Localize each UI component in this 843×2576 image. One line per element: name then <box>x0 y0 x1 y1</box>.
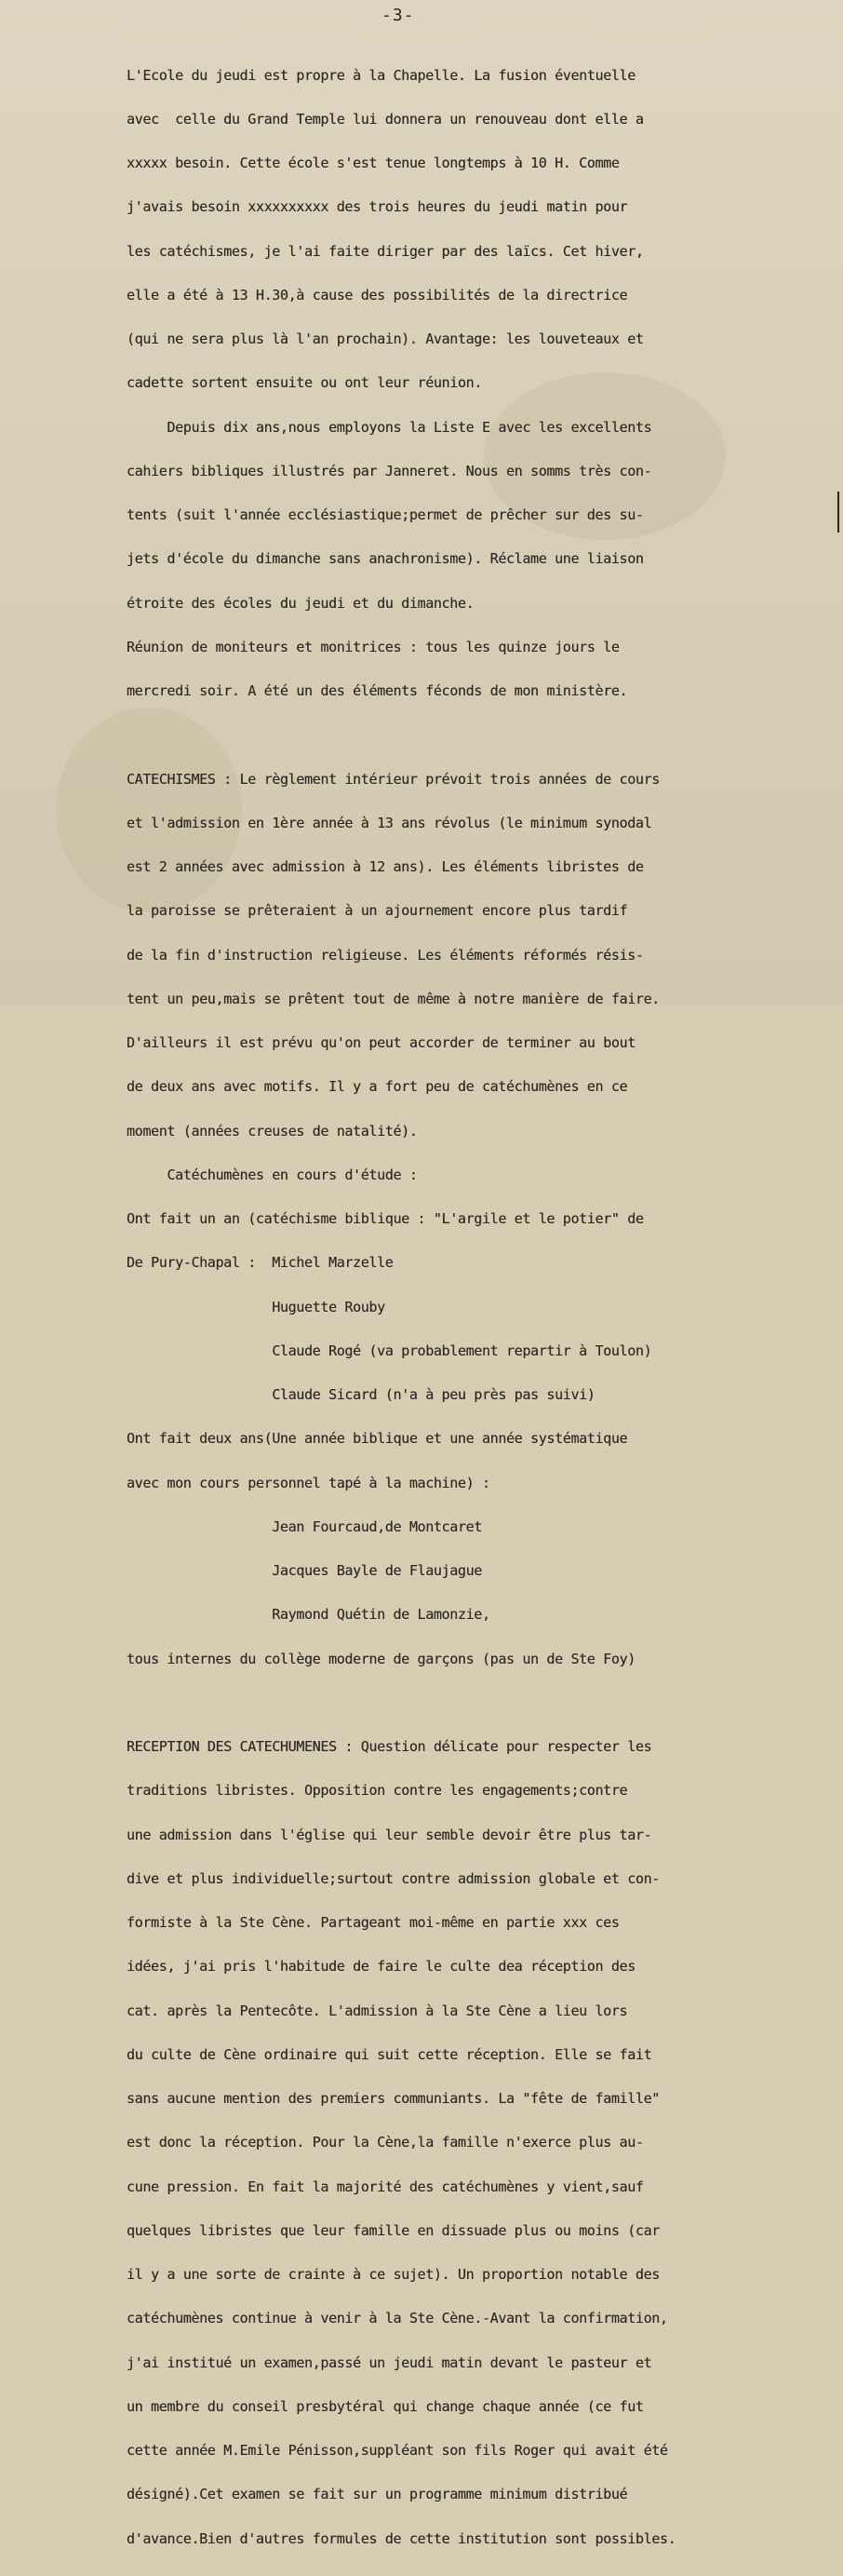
text-line: xxxxx besoin. Cette école s'est tenue longtemps à 10 H. Comme <box>127 155 620 171</box>
text-line: j'ai institué un examen,passé un jeudi matin devant le pasteur et <box>127 2353 652 2371</box>
text-line: Raymond Quétin de Lamonzie, <box>127 1606 490 1624</box>
text-line: et l'admission en 1ère année à 13 ans révolus (le minimum synodal <box>127 814 652 831</box>
text-line: elle a été à 13 H.30,à cause des possibilités de la directrice <box>127 286 628 303</box>
text-line: Ont fait deux ans(Une année biblique et une année systématique <box>127 1430 628 1448</box>
text-line: formiste à la Ste Cène. Partageant moi-même en partie xxx ces <box>127 1914 620 1931</box>
text-line: les catéchismes, je l'ai faite diriger par des laïcs. Cet hiver, <box>127 242 644 260</box>
text-line: Huguette Rouby <box>127 1298 385 1315</box>
text-line: avec mon cours personnel tapé à la machine) : <box>127 1474 490 1491</box>
text-line: L'Ecole du jeudi est propre à la Chapelle. La fusion éventuelle <box>127 66 636 84</box>
text-line: (qui ne sera plus là l'an prochain). Avantage: les louveteaux et <box>127 330 644 347</box>
text-line: cat. après la Pentecôte. L'admission à la Ste Cène a lieu lors <box>127 2002 628 2019</box>
text-line: quelques libristes que leur famille en dissuade plus ou moins (car <box>127 2221 660 2239</box>
text-line: mercredi soir. A été un des éléments féconds de mon ministère. <box>127 682 628 699</box>
text-line: D'ailleurs il est prévu qu'on peut accorder de terminer au bout <box>127 1034 636 1051</box>
text-line: catéchumènes continue à venir à la Ste Cène.-Avant la confirmation, <box>127 2310 668 2327</box>
text-line: Claude Sicard (n'a à peu près pas suivi) <box>127 1386 595 1403</box>
text-line <box>127 728 826 743</box>
text-line: de deux ans avec motifs. Il y a fort peu de catéchumènes en ce <box>127 1078 628 1096</box>
text-line: sans aucune mention des premiers communiants. La "fête de famille" <box>127 2090 660 2107</box>
text-line: cahiers bibliques illustrés par Janneret. Nous en somms très con- <box>127 462 652 479</box>
text-line: du culte de Cène ordinaire qui suit cette réception. Elle se fait <box>127 2045 652 2063</box>
text-line: est donc la réception. Pour la Cène,la famille n'exerce plus au- <box>127 2134 644 2151</box>
text-line: tous internes du collège moderne de garçons (pas un de Ste Foy) <box>127 1650 636 1667</box>
margin-mark <box>837 492 839 533</box>
text-line: une admission dans l'église qui leur semble devoir être plus tar- <box>127 1826 652 1843</box>
text-line: de la fin d'instruction religieuse. Les éléments réformés résis- <box>127 946 644 964</box>
text-line: j'avais besoin xxxxxxxxxx des trois heures du jeudi matin pour <box>127 198 628 216</box>
text-line: la paroisse se prêteraient à un ajournement encore plus tardif <box>127 902 628 920</box>
text-line: Jean Fourcaud,de Montcaret <box>127 1517 482 1535</box>
text-line: Jacques Bayle de Flaujague <box>127 1562 482 1579</box>
text-line: Ont fait un an (catéchisme biblique : "L'argile et le potier" de <box>127 1210 644 1227</box>
text-line: tent un peu,mais se prêtent tout de même à notre manière de faire. <box>127 990 660 1007</box>
text-line: d'avance.Bien d'autres formules de cette institution sont possibles. <box>127 2529 676 2547</box>
text-line: Réunion de moniteurs et monitrices : tous les quinze jours le <box>127 638 620 655</box>
text-line: est 2 années avec admission à 12 ans). Les éléments libristes de <box>127 858 644 875</box>
text-line: avec celle du Grand Temple lui donnera un renouveau dont elle a <box>127 110 644 128</box>
text-line: cette année M.Emile Pénisson,suppléant son fils Roger qui avait été <box>127 2442 668 2459</box>
page-number: -3- <box>381 6 415 25</box>
text-line: cune pression. En fait la majorité des catéchumènes y vient,sauf <box>127 2178 644 2195</box>
text-line: CATECHISMES : Le règlement intérieur prévoit trois années de cours <box>127 770 660 788</box>
text-line: un membre du conseil presbytéral qui change chaque année (ce fut <box>127 2397 644 2415</box>
text-line: Depuis dix ans,nous employons la Liste E avec les excellents <box>127 418 652 436</box>
text-line: jets d'école du dimanche sans anachronisme). Réclame une liaison <box>127 550 644 568</box>
text-line: Catéchumènes en cours d'étude : <box>127 1166 418 1183</box>
text-line: traditions libristes. Opposition contre les engagements;contre <box>127 1782 628 1800</box>
text-line: De Pury-Chapal : Michel Marzelle <box>127 1254 394 1272</box>
text-line: cadette sortent ensuite ou ont leur réunion. <box>127 374 482 392</box>
text-line: désigné).Cet examen se fait sur un programme minimum distribué <box>127 2486 628 2503</box>
text-line: idées, j'ai pris l'habitude de faire le culte dea réception des <box>127 1958 636 1976</box>
text-line: moment (années creuses de natalité). <box>127 1122 418 1140</box>
typed-text <box>127 39 826 2576</box>
text-line: tents (suit l'année ecclésiastique;permet de prêcher sur des su- <box>127 506 644 523</box>
text-line: Claude Rogé (va probablement repartir à Toulon) <box>127 1342 652 1359</box>
text-line <box>127 1696 826 1711</box>
text-line: étroite des écoles du jeudi et du dimanche. <box>127 594 475 612</box>
text-line: dive et plus individuelle;surtout contre admission globale et con- <box>127 1869 660 1887</box>
text-line: RECEPTION DES CATECHUMENES : Question délicate pour respecter les <box>127 1738 652 1755</box>
text-line: il y a une sorte de crainte à ce sujet). Un proportion notable des <box>127 2266 660 2283</box>
